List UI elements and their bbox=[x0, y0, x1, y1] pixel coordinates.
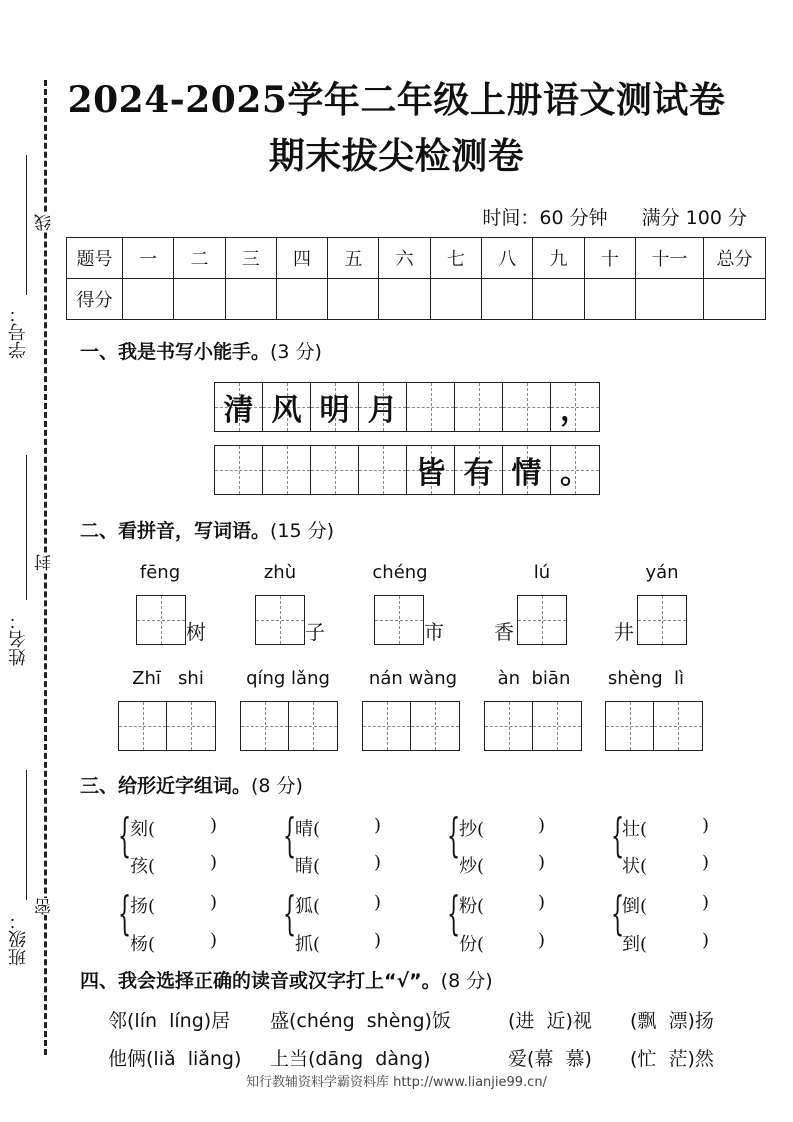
score-cell[interactable] bbox=[482, 279, 533, 320]
brace-icon: { bbox=[447, 886, 461, 940]
writing-grid-row-2 bbox=[214, 445, 600, 495]
word-pair-item: 倒( bbox=[622, 896, 648, 917]
grid-cell-blank[interactable] bbox=[455, 383, 503, 431]
score-header-cell: 二 bbox=[174, 238, 225, 279]
brace-icon: { bbox=[611, 886, 625, 940]
word-pair-item: 刻( bbox=[130, 819, 156, 840]
grid-cell: 。 bbox=[551, 446, 599, 494]
brace-icon: { bbox=[118, 808, 132, 862]
section-3-title: 三、给形近字组词。 bbox=[80, 775, 252, 797]
grid-cell-blank[interactable] bbox=[407, 383, 455, 431]
grid-cell: 风 bbox=[263, 383, 311, 431]
grid-cell: ， bbox=[551, 383, 599, 431]
section-2-heading bbox=[80, 516, 334, 543]
choice-item[interactable]: (进 近)视 bbox=[508, 1010, 592, 1032]
word-pair-close: ) bbox=[538, 930, 546, 951]
answer-box-double[interactable] bbox=[118, 701, 216, 751]
word-pair-close: ) bbox=[702, 815, 710, 836]
page-subtitle: 期末拔尖检测卷 bbox=[268, 135, 525, 177]
score-header-cell: 十一 bbox=[636, 238, 704, 279]
brace-icon: { bbox=[447, 808, 461, 862]
word-pair-item: 到( bbox=[622, 934, 648, 955]
pinyin-label: shèng lì bbox=[607, 668, 685, 689]
pinyin-label: àn biān bbox=[497, 668, 571, 689]
full-score: 满分 100 分 bbox=[641, 207, 747, 229]
binding-mark-xian: 线 bbox=[32, 214, 57, 231]
word-pair-close: ) bbox=[702, 852, 710, 873]
grid-cell-blank[interactable] bbox=[263, 446, 311, 494]
pinyin-label: zhù bbox=[263, 562, 297, 583]
score-header-cell: 四 bbox=[276, 238, 327, 279]
score-row-label: 得分 bbox=[67, 279, 123, 320]
word-pair-close: ) bbox=[210, 892, 218, 913]
word-pair-item: 炒( bbox=[459, 856, 485, 877]
word-pair-close: ) bbox=[702, 930, 710, 951]
answer-box[interactable] bbox=[517, 595, 567, 645]
score-table bbox=[66, 237, 766, 320]
choice-item[interactable]: (飘 漂)扬 bbox=[630, 1010, 714, 1032]
word-pair-item: 状( bbox=[622, 856, 648, 877]
word-pair-close: ) bbox=[538, 815, 546, 836]
score-cell[interactable] bbox=[174, 279, 225, 320]
answer-box-double[interactable] bbox=[484, 701, 582, 751]
score-cell[interactable] bbox=[584, 279, 635, 320]
grid-cell: 情 bbox=[503, 446, 551, 494]
word-pair-item: 孩( bbox=[130, 856, 156, 877]
pinyin-label: Zhī shi bbox=[132, 668, 204, 689]
section-1-title: 一、我是书写小能手。 bbox=[80, 341, 271, 363]
pinyin-label: fēng bbox=[139, 562, 181, 583]
score-header-cell: 七 bbox=[430, 238, 481, 279]
score-table-header-row bbox=[67, 238, 766, 279]
footer-watermark: 知行教辅资料学霸资料库 http://www.lianjie99.cn/ bbox=[246, 1075, 547, 1090]
section-3-heading bbox=[80, 771, 303, 798]
name-line[interactable] bbox=[26, 455, 27, 600]
grid-cell: 清 bbox=[215, 383, 263, 431]
score-cell[interactable] bbox=[533, 279, 584, 320]
answer-box[interactable] bbox=[637, 595, 687, 645]
exam-meta bbox=[454, 203, 747, 230]
class-label: 班级： bbox=[8, 912, 29, 966]
score-cell[interactable] bbox=[704, 279, 766, 320]
section-1-heading bbox=[80, 337, 322, 364]
grid-cell: 皆 bbox=[407, 446, 455, 494]
brace-icon: { bbox=[118, 886, 132, 940]
given-char: 树 bbox=[186, 620, 206, 644]
word-pair-item: 抄( bbox=[459, 819, 485, 840]
word-pair-item: 晴( bbox=[295, 819, 321, 840]
grid-cell-blank[interactable] bbox=[503, 383, 551, 431]
grid-cell: 明 bbox=[311, 383, 359, 431]
class-line[interactable] bbox=[26, 770, 27, 900]
section-1-points: (3 分) bbox=[270, 341, 322, 363]
word-pair-item: 睛( bbox=[295, 856, 321, 877]
word-pair-close: ) bbox=[702, 892, 710, 913]
choice-item[interactable]: 邻(lín líng)居 bbox=[108, 1010, 231, 1032]
section-3-points: (8 分) bbox=[251, 775, 303, 797]
score-header-cell: 总分 bbox=[704, 238, 766, 279]
score-cell[interactable] bbox=[636, 279, 704, 320]
binding-mark-mi: 密 bbox=[32, 898, 57, 915]
section-2-points: (15 分) bbox=[270, 520, 335, 542]
answer-box[interactable] bbox=[374, 595, 424, 645]
score-header-cell: 三 bbox=[225, 238, 276, 279]
word-pair-close: ) bbox=[374, 892, 382, 913]
given-char: 井 bbox=[614, 620, 634, 644]
answer-box-double[interactable] bbox=[362, 701, 460, 751]
student-id-line[interactable] bbox=[26, 155, 27, 295]
choice-item[interactable]: (忙 茫)然 bbox=[630, 1048, 714, 1070]
time-limit: 时间：60 分钟 bbox=[482, 207, 608, 229]
score-cell[interactable] bbox=[379, 279, 430, 320]
word-pair-close: ) bbox=[374, 815, 382, 836]
word-pair-close: ) bbox=[210, 930, 218, 951]
given-char: 市 bbox=[424, 620, 444, 644]
given-char: 子 bbox=[305, 620, 325, 644]
brace-icon: { bbox=[611, 808, 625, 862]
score-header-cell: 十 bbox=[584, 238, 635, 279]
grid-cell-blank[interactable] bbox=[215, 446, 263, 494]
answer-box[interactable] bbox=[255, 595, 305, 645]
word-pair-item: 扬( bbox=[130, 896, 156, 917]
answer-box[interactable] bbox=[136, 595, 186, 645]
section-4-heading bbox=[80, 966, 493, 993]
score-header-cell: 六 bbox=[379, 238, 430, 279]
score-cell[interactable] bbox=[276, 279, 327, 320]
student-id-label: 学号： bbox=[8, 305, 29, 359]
choice-item[interactable]: 他俩(liǎ liǎng) bbox=[108, 1048, 242, 1070]
pinyin-label: chéng bbox=[372, 562, 428, 583]
answer-box-double[interactable] bbox=[240, 701, 338, 751]
word-pair-close: ) bbox=[374, 930, 382, 951]
score-header-cell: 五 bbox=[328, 238, 379, 279]
score-header-cell: 九 bbox=[533, 238, 584, 279]
grid-cell-blank[interactable] bbox=[359, 446, 407, 494]
word-pair-item: 份( bbox=[459, 934, 485, 955]
brace-icon: { bbox=[283, 886, 297, 940]
section-2-title: 二、看拼音，写词语。 bbox=[80, 520, 271, 542]
section-4-points: (8 分) bbox=[440, 970, 493, 992]
pinyin-label: nán wàng bbox=[368, 668, 458, 689]
score-header-cell: 八 bbox=[482, 238, 533, 279]
pinyin-label: yán bbox=[645, 562, 679, 583]
word-pair-close: ) bbox=[538, 892, 546, 913]
writing-grid-row-1 bbox=[214, 382, 600, 432]
word-pair-item: 壮( bbox=[622, 819, 648, 840]
word-pair-close: ) bbox=[210, 815, 218, 836]
choice-item[interactable]: 上当(dāng dàng) bbox=[270, 1048, 431, 1070]
word-pair-item: 粉( bbox=[459, 896, 485, 917]
choice-item[interactable]: 盛(chéng shèng)饭 bbox=[270, 1010, 451, 1032]
word-pair-close: ) bbox=[210, 852, 218, 873]
score-cell[interactable] bbox=[225, 279, 276, 320]
score-table-score-row bbox=[67, 279, 766, 320]
page-title: 2024-2025学年二年级上册语文测试卷 bbox=[67, 79, 726, 121]
score-header-cell: 题号 bbox=[67, 238, 123, 279]
pinyin-label: qíng lǎng bbox=[246, 668, 330, 689]
pinyin-label: lú bbox=[533, 562, 551, 583]
section-4-title: 四、我会选择正确的读音或汉字打上“√”。 bbox=[80, 970, 441, 992]
binding-mark-feng: 封 bbox=[32, 554, 57, 571]
answer-box-double[interactable] bbox=[605, 701, 703, 751]
grid-cell: 月 bbox=[359, 383, 407, 431]
word-pair-item: 狐( bbox=[295, 896, 321, 917]
word-pair-item: 杨( bbox=[130, 934, 156, 955]
grid-cell: 有 bbox=[455, 446, 503, 494]
given-char: 香 bbox=[494, 620, 514, 644]
choice-item[interactable]: 爱(幕 慕) bbox=[508, 1048, 592, 1070]
word-pair-close: ) bbox=[374, 852, 382, 873]
score-header-cell: 一 bbox=[123, 238, 174, 279]
score-cell[interactable] bbox=[123, 279, 174, 320]
grid-cell-blank[interactable] bbox=[311, 446, 359, 494]
word-pair-item: 抓( bbox=[295, 934, 321, 955]
score-cell[interactable] bbox=[328, 279, 379, 320]
score-cell[interactable] bbox=[430, 279, 481, 320]
name-label: 姓名： bbox=[8, 612, 29, 666]
word-pair-close: ) bbox=[538, 852, 546, 873]
brace-icon: { bbox=[283, 808, 297, 862]
